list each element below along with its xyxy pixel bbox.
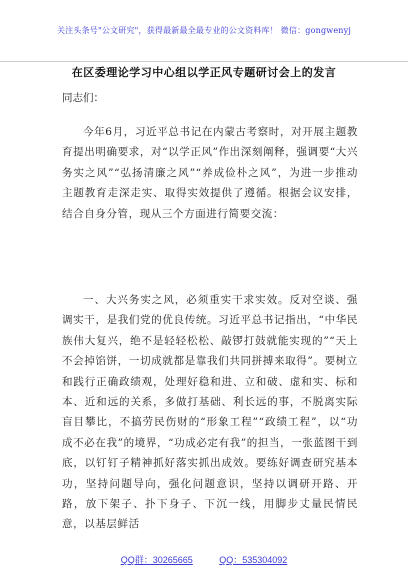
header-promo-text: 关注头条号"公文研究"，获得最新最全最专业的公文资料库！ 微信：gongwenyj [56,26,352,35]
paragraph-section-one: 一、大兴务实之风，必须重实干求实效。反对空谈、强调实干，是我们党的优良传统。习近平总书记指出，“中华民族伟大复兴，绝不是轻轻松松、敲锣打鼓就能实现的”“天上不会掉馅饼，一切成就都是靠我们共同拼搏来取得”。要树立和践行正确政绩观，处理好稳和进、立和破、虚和实、标和本、近和远的关系，多做打基础、利长远的事，不脱离实际盲目攀比，不搞劳民伤财的“形象工程”“政绩工程”，以“功成不必在我”的境界，“功成必定有我”的担当，一张蓝图干到底，以钉钉子精神抓好落实抓出成效。要练好调查研究基本功，坚持问题导向，强化问题意识，坚持以调研开路、开路，放下架子、扑下身子、下沉一线，用脚步丈量民情民意，以基层鲜活 [62,294,358,531]
footer-qq-number: QQ：535304092 [219,555,288,565]
paragraph-intro: 今年6月，习近平总书记在内蒙古考察时，对开展主题教育提出明确要求，对“以学正风”作出深刻阐释，强调要“大兴务实之风”“弘扬清廉之风”“养成俭朴之风”，为进一步推动主题教育走深走实、取得实效提供了遵循。根据会议安排，结合自身分管，现从三个方面进行简要交流： [62,126,358,220]
footer-qq-group: QQ群：30265665 [120,555,193,565]
footer-contact [0,553,408,566]
salutation: 同志们： [62,92,104,104]
document-title: 在区委理论学习中心组以学正风专题研讨会上的发言 [71,66,337,79]
header-promo-note [0,0,408,62]
